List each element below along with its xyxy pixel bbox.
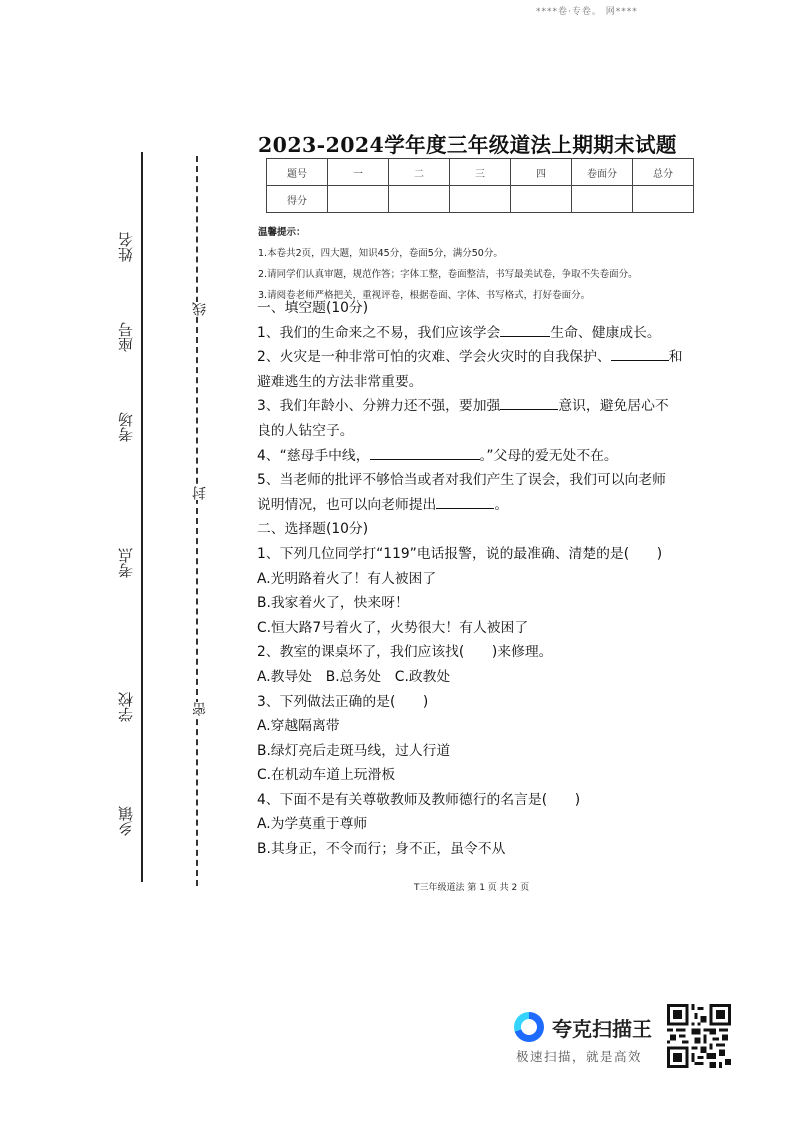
choice-option: B.我家着火了，快来呀！ <box>257 595 409 612</box>
note-item: 1.本卷共2页，四大题，知识45分，卷面5分，满分50分。 <box>258 248 503 259</box>
score-cell <box>633 186 694 213</box>
score-cell <box>328 186 389 213</box>
question-fill-5: 5、当老师的批评不够恰当或者对我们产生了误会，我们可以向老师 <box>257 472 666 489</box>
question-fill-2: 2、火灾是一种非常可怕的灾难、学会火灾时的自我保护、 和 <box>257 345 717 370</box>
choice-option: A.为学莫重于尊师 <box>257 816 368 833</box>
score-header-cell: 四 <box>511 159 572 186</box>
answer-blank[interactable] <box>500 321 550 337</box>
field-name-label: 姓名 <box>117 232 135 262</box>
score-cell <box>389 186 450 213</box>
score-header-cell: 一 <box>328 159 389 186</box>
question-choice-2: 2、教室的课桌坏了，我们应该找( )来修理。 <box>257 644 553 661</box>
choice-option: B.绿灯亮后走斑马线，过人行道 <box>257 742 451 759</box>
question-choice-3: 3、下列做法正确的是( ) <box>257 693 429 710</box>
page-footer: T三年级道法 第 1 页 共 2 页 <box>414 883 530 893</box>
scanner-logo-icon <box>514 1012 544 1042</box>
choice-option: A.穿越隔离带 <box>257 718 340 735</box>
question-fill-3: 3、我们年龄小、分辨力还不强，要加强 意识，避免居心不 <box>257 394 717 419</box>
seal-mark-mi: 密 <box>192 702 208 716</box>
score-header-cell: 三 <box>450 159 511 186</box>
scanner-watermark <box>514 1010 664 1070</box>
field-site-label: 考点 <box>117 548 135 578</box>
choice-option: B.其身正，不令而行；身不正，虽令不从 <box>257 841 506 858</box>
question-fill-2-cont: 避难逃生的方法非常重要。 <box>257 373 423 390</box>
binding-solid-line <box>141 152 143 882</box>
score-cell <box>450 186 511 213</box>
score-table-header-row <box>267 159 694 186</box>
score-header-cell: 二 <box>389 159 450 186</box>
choice-option: A.光明路着火了！有人被困了 <box>257 570 437 587</box>
score-cell <box>511 186 572 213</box>
choice-option: C.在机动车道上玩滑板 <box>257 767 396 784</box>
field-room-label: 考场 <box>117 412 135 442</box>
question-fill-1: 1、我们的生命来之不易，我们应该学会 生命、健康成长。 <box>257 321 717 346</box>
scanner-slogan: 极速扫描，就是高效 <box>516 1049 643 1064</box>
page-title: 2023-2024学年度三年级道法上期期末试题 <box>258 133 677 157</box>
score-header-cell: 卷面分 <box>572 159 633 186</box>
section-heading: 二、选择题(10分) <box>257 521 369 538</box>
score-row-label: 得分 <box>267 186 328 213</box>
answer-blank[interactable] <box>436 493 494 509</box>
seal-mark-feng: 封 <box>192 486 208 500</box>
field-school-label: 学校 <box>117 692 135 722</box>
note-item: 2.请同学们认真审题，规范作答；字体工整，卷面整洁，书写最美试卷，争取不失卷面分。 <box>258 269 638 280</box>
score-cell <box>572 186 633 213</box>
note-item: 3.请阅卷老师严格把关，重视评卷，根据卷面、字体、书写格式，打好卷面分。 <box>258 290 591 301</box>
answer-blank[interactable] <box>611 345 669 361</box>
question-fill-4: 4、“慈母手中线， 。”父母的爱无处不在。 <box>257 444 717 469</box>
score-table-score-row <box>267 186 694 213</box>
exam-body <box>257 296 717 862</box>
score-table <box>266 158 694 213</box>
cut-dashed-line <box>196 156 198 886</box>
answer-blank[interactable] <box>500 394 558 410</box>
section-heading: 一、填空题(10分) <box>257 300 369 316</box>
notes-heading: 温馨提示： <box>258 227 306 238</box>
question-fill-3-cont: 良的人钻空子。 <box>257 422 354 439</box>
field-town-label: 乡镇 <box>117 806 135 836</box>
scan-header-note: ****卷·专卷。 网**** <box>536 7 638 17</box>
qr-code-icon <box>667 1004 731 1068</box>
question-choice-1: 1、下列几位同学打“119”电话报警，说的最准确、清楚的是( ) <box>257 545 663 562</box>
choice-options-inline: A.教导处 B.总务处 C.政教处 <box>257 668 451 685</box>
score-header-cell: 总分 <box>633 159 694 186</box>
choice-option: C.恒大路7号着火了，火势很大！有人被困了 <box>257 619 529 636</box>
seal-mark-xian: 线 <box>192 302 208 316</box>
scanner-brand-name: 夸克扫描王 <box>552 1017 652 1041</box>
score-header-cell: 题号 <box>267 159 328 186</box>
exam-notes <box>258 222 638 306</box>
field-seat-label: 座号 <box>117 322 135 352</box>
question-choice-4: 4、下面不是有关尊敬教师及教师德行的名言是( ) <box>257 791 581 808</box>
answer-blank[interactable] <box>370 444 480 460</box>
question-fill-5-cont: 说明情况，也可以向老师提出 。 <box>257 493 717 518</box>
